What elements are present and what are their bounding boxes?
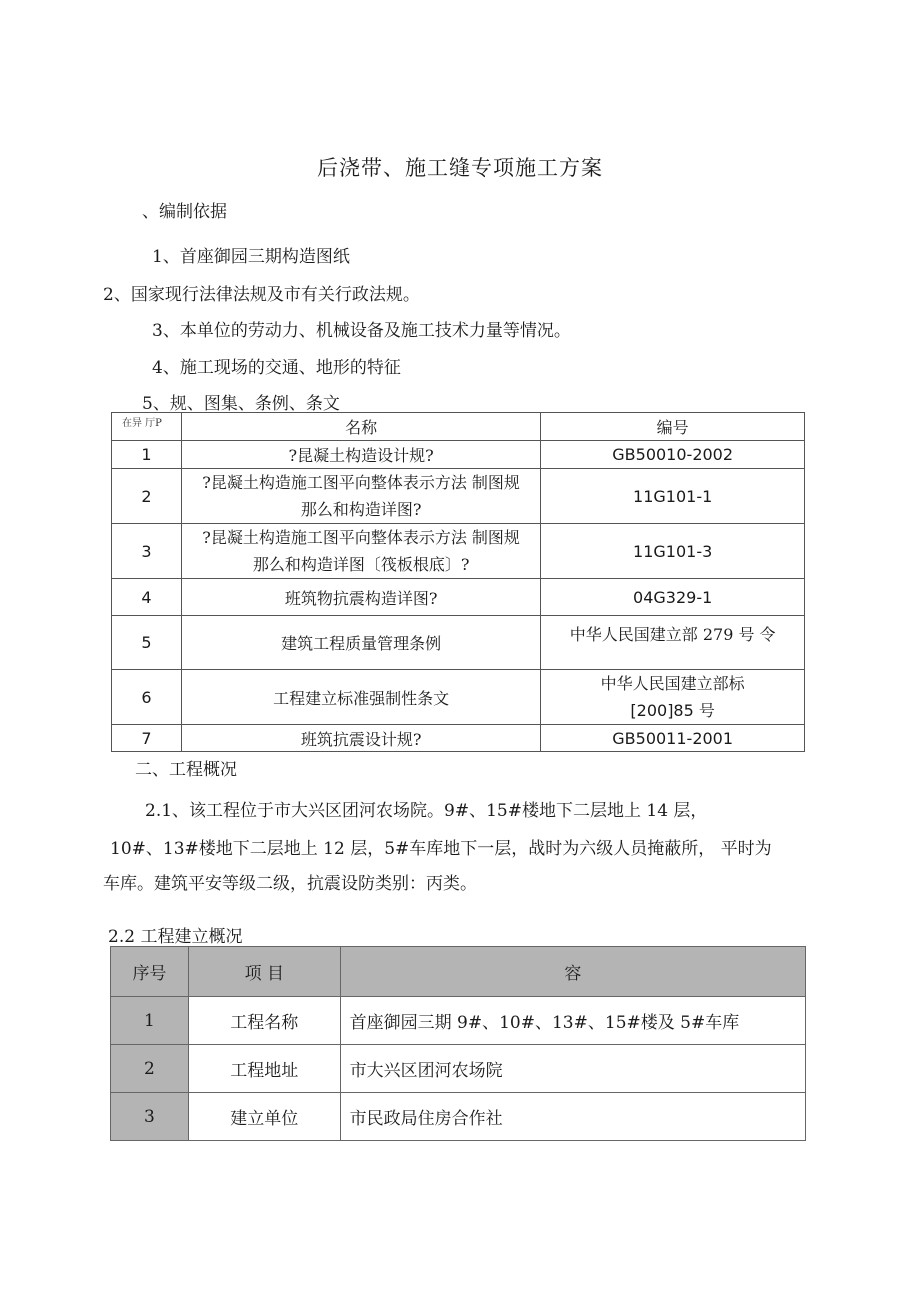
reference-table-header	[112, 413, 805, 441]
row-name: 班筑抗震设计规?	[181, 725, 540, 752]
row-code-line-2: [200]85 号	[630, 701, 715, 720]
row-item: 建立单位	[188, 1093, 340, 1141]
header-code: 编号	[541, 413, 805, 441]
row-name-line-1: ?昆凝土构造施工图平向整体表示方法 制图规	[202, 528, 520, 547]
row-code: 04G329-1	[541, 579, 805, 616]
table-row	[112, 524, 805, 579]
row-code: 11G101-3	[541, 524, 805, 579]
row-code	[541, 670, 805, 725]
header-item: 项 目	[188, 947, 340, 997]
row-name: 建筑工程质量管理条例	[181, 616, 540, 670]
row-no: 6	[112, 670, 182, 725]
row-code: 11G101-1	[541, 469, 805, 524]
row-name-line-2: 那么和构造详图〔筏板根底〕?	[252, 555, 470, 574]
header-seq: 序号	[111, 947, 189, 997]
reference-table	[111, 412, 805, 752]
row-code: GB50010-2002	[541, 441, 805, 469]
construction-overview-table	[110, 946, 806, 1141]
row-content: 市大兴区团河农场院	[340, 1045, 805, 1093]
basis-item-2: 2、国家现行法律法规及市有关行政法规。	[103, 285, 420, 305]
header-content: 容	[340, 947, 805, 997]
overview-paragraph-line-3: 车库。建筑平安等级二级，抗震设防类别：丙类。	[103, 874, 477, 894]
table-row	[111, 1093, 806, 1141]
basis-item-1: 1、首座御园三期构造图纸	[152, 247, 350, 267]
row-item: 工程名称	[188, 997, 340, 1045]
row-no: 1	[112, 441, 182, 469]
row-no: 2	[111, 1045, 189, 1093]
basis-item-4: 4、施工现场的交通、地形的特征	[152, 358, 401, 378]
row-item: 工程地址	[188, 1045, 340, 1093]
row-code: 中华人民国建立部 279 号 令	[541, 616, 805, 670]
section-heading-overview: 二、工程概况	[135, 760, 237, 780]
row-no: 5	[112, 616, 182, 670]
row-code-line-1: 中华人民国建立部标	[600, 674, 745, 693]
row-name: ?昆凝土构造设计规?	[181, 441, 540, 469]
overview-paragraph-line-1: 2.1、该工程位于市大兴区团河农场院。9#、15#楼地下二层地上 14 层，	[145, 801, 708, 821]
table-row	[112, 725, 805, 752]
header-name: 名称	[181, 413, 540, 441]
table-row	[112, 469, 805, 524]
row-no: 3	[111, 1093, 189, 1141]
row-content: 市民政局住房合作社	[340, 1093, 805, 1141]
section-heading-basis: 、编制依据	[142, 202, 227, 222]
row-name	[181, 469, 540, 524]
basis-item-3: 3、本单位的劳动力、机械设备及施工技术力量等情况。	[152, 321, 571, 341]
row-code: GB50011-2001	[541, 725, 805, 752]
row-name: 班筑物抗震构造详图?	[181, 579, 540, 616]
table-row	[112, 616, 805, 670]
row-content: 首座御园三期 9#、10#、13#、15#楼及 5#车库	[340, 997, 805, 1045]
overview-table-header	[111, 947, 806, 997]
row-no: 3	[112, 524, 182, 579]
row-name: 工程建立标准强制性条文	[181, 670, 540, 725]
row-name-line-2: 那么和构造详图?	[300, 500, 422, 519]
basis-item-5: 5、规、图集、条例、条文	[142, 394, 340, 414]
sub-heading-construction: 2.2 工程建立概况	[108, 927, 243, 947]
row-no: 1	[111, 997, 189, 1045]
row-no: 4	[112, 579, 182, 616]
overview-paragraph-line-2: 10#、13#楼地下二层地上 12 层，5#车库地下一层，战时为六级人员掩蔽所， 平时为	[110, 839, 772, 859]
table-row	[112, 441, 805, 469]
row-name-line-1: ?昆凝土构造施工图平向整体表示方法 制图规	[202, 473, 520, 492]
row-no: 7	[112, 725, 182, 752]
document-title: 后浇带、施工缝专项施工方案	[317, 156, 603, 180]
table-row	[112, 670, 805, 725]
row-name	[181, 524, 540, 579]
table-row	[111, 997, 806, 1045]
table-row	[111, 1045, 806, 1093]
row-no: 2	[112, 469, 182, 524]
header-seq: 在异 厅P	[112, 413, 182, 441]
table-row	[112, 579, 805, 616]
